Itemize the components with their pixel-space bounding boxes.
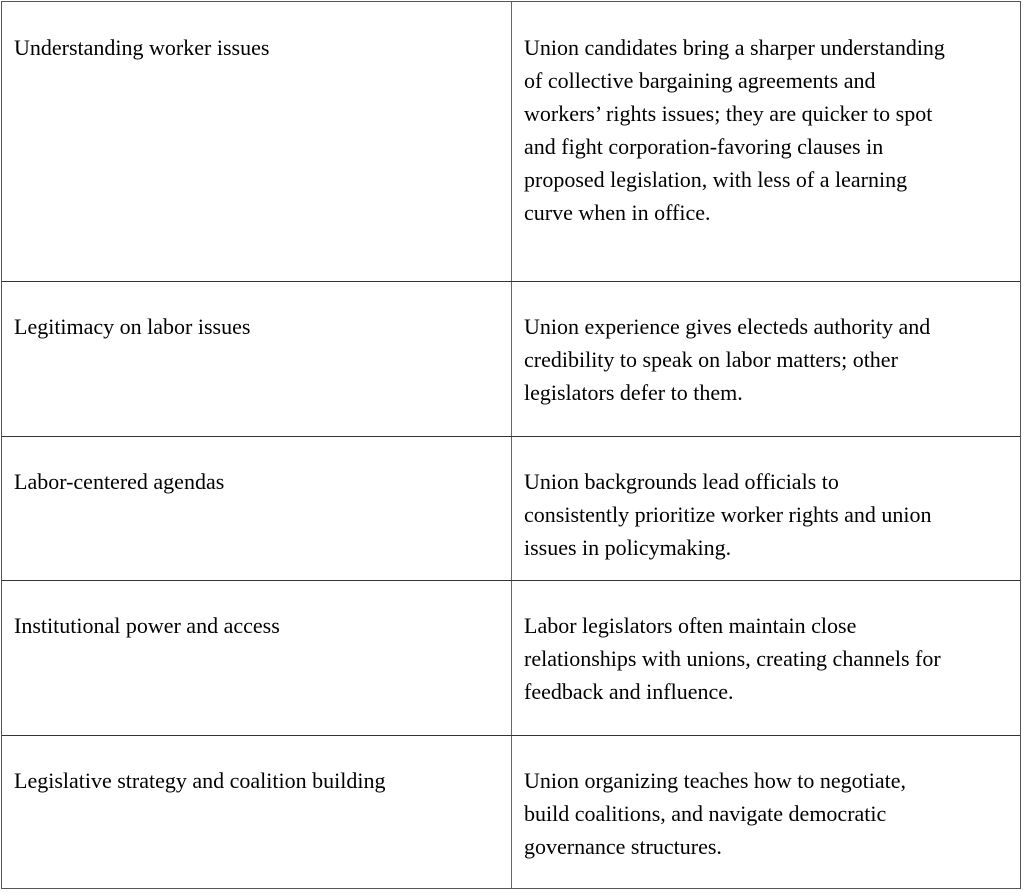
row-label: Understanding worker issues xyxy=(14,35,270,60)
table-row xyxy=(2,580,1020,735)
row-description xyxy=(524,31,945,229)
row-description xyxy=(524,465,932,564)
table-row xyxy=(2,2,1020,281)
row-description xyxy=(524,310,930,409)
description-line: governance structures. xyxy=(524,834,722,859)
row-label: Legitimacy on labor issues xyxy=(14,314,251,339)
description-line: Union organizing teaches how to negotiate, xyxy=(524,768,907,793)
table-row xyxy=(2,436,1020,581)
description-line: workers’ rights issues; they are quicker to spot xyxy=(524,101,933,126)
description-line: legislators defer to them. xyxy=(524,380,743,405)
description-line: credibility to speak on labor matters; other xyxy=(524,347,898,372)
description-line: of collective bargaining agreements and xyxy=(524,68,876,93)
description-line: consistently prioritize worker rights and union xyxy=(524,502,932,527)
benefits-table xyxy=(1,1,1021,889)
description-line: curve when in office. xyxy=(524,200,711,225)
description-line: Union experience gives electeds authority and xyxy=(524,314,931,339)
table-row xyxy=(2,281,1020,436)
row-label: Legislative strategy and coalition building xyxy=(14,768,386,793)
description-line: Union candidates bring a sharper understanding xyxy=(524,35,945,60)
description-line: Labor legislators often maintain close xyxy=(524,613,857,638)
description-line: build coalitions, and navigate democratic xyxy=(524,801,887,826)
description-line: feedback and influence. xyxy=(524,679,734,704)
row-description xyxy=(524,609,941,708)
description-line: relationships with unions, creating channels for xyxy=(524,646,941,671)
description-line: and fight corporation-favoring clauses in xyxy=(524,134,884,159)
row-description xyxy=(524,764,906,863)
row-label: Institutional power and access xyxy=(14,613,280,638)
description-line: Union backgrounds lead officials to xyxy=(524,469,839,494)
row-label: Labor-centered agendas xyxy=(14,469,225,494)
description-line: proposed legislation, with less of a learning xyxy=(524,167,908,192)
description-line: issues in policymaking. xyxy=(524,535,732,560)
table-row xyxy=(2,735,1020,888)
